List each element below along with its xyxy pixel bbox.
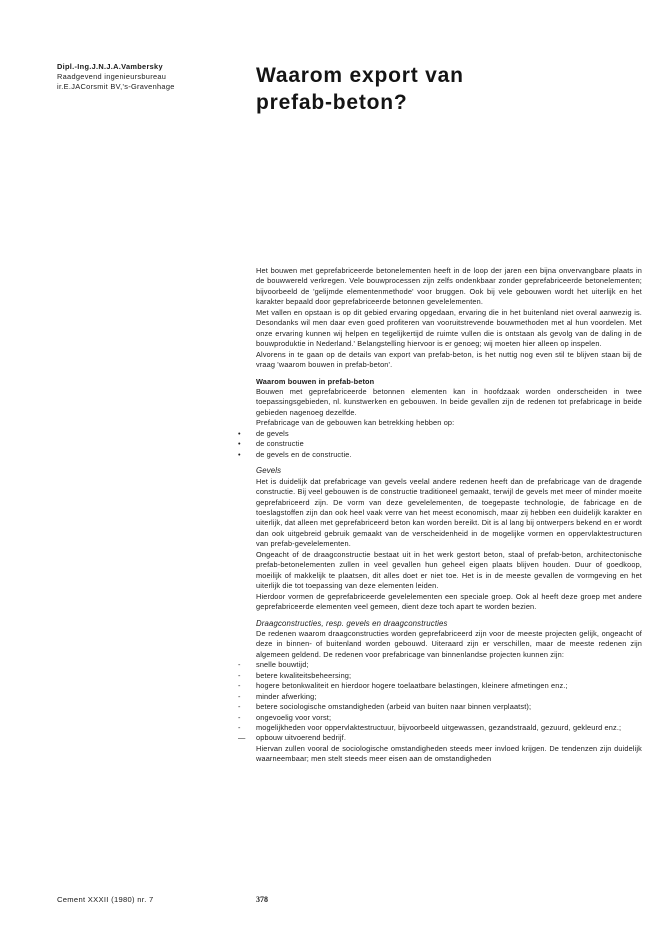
bullet-list: [238, 428, 642, 460]
intro-paragraph: Alvorens in te gaan op de details van export van prefab-beton, is het nuttig nog even stil te blijven staan bij de vraag 'waarom bouwen in prefab-beton'.: [256, 349, 642, 370]
list-item: [238, 681, 642, 691]
section-heading: Gevels: [256, 466, 282, 476]
journal-footer: Cement XXXII (1980) nr. 7: [57, 895, 154, 904]
author-block: [57, 62, 242, 92]
list-item-text: mogelijkheden voor oppervlaktestructuur, bijvoorbeeld uitgewassen, gezandstraald, gezuurd, gekleurd enz.;: [256, 723, 622, 733]
list-item: [238, 723, 642, 733]
list-item-text: opbouw uitvoerend bedrijf.: [256, 733, 347, 743]
dash-icon: -: [238, 723, 241, 733]
author-affiliation: Raadgevend ingenieursbureau: [57, 72, 167, 81]
page-number: 378: [256, 895, 268, 904]
title-line-1: Waarom export van: [256, 64, 464, 87]
paragraph: Prefabricage van de gebouwen kan betrekking hebben op:: [256, 418, 455, 428]
dash-icon: -: [238, 681, 241, 691]
dash-list: [238, 660, 642, 744]
list-item-text: minder afwerking;: [256, 691, 317, 701]
dash-icon: -: [238, 670, 241, 680]
intro-paragraph: Met vallen en opstaan is op dit gebied ervaring opgedaan, ervaring die in het buitenland niet overal aanwezig is. Desondanks wil men daar even goed profiteren van vooruitstrevende bouwmethoden met al hun voordelen. Met onze ervaring kunnen wij helpen en tegelijkertijd de ruimte vullen die is ontstaan als gevolg van de daling in de bouwproduktie in Nederland.' Belangstelling hiervoor is er genoeg; wij moeten hier alleen op inspelen.: [256, 307, 642, 349]
bullet-icon: •: [238, 449, 241, 459]
author-affiliation-2: ir.E.JACorsmit BV,'s-Gravenhage: [57, 82, 175, 91]
paragraph: Hierdoor vormen de geprefabriceerde gevelelementen een speciale groep. Ook al heeft deze groep met andere geprefabriceerde elementen veel gemeen, dient deze toch apart te worden bezien.: [256, 591, 642, 612]
list-item: [238, 670, 642, 681]
section-heading: Draagconstructies, resp. gevels en draagconstructies: [256, 618, 448, 628]
bullet-icon: •: [238, 439, 241, 449]
paragraph: Hiervan zullen vooral de sociologische omstandigheden steeds meer invloed krijgen. De tendenzen zijn duidelijk waarneembaar; men stelt steeds meer eisen aan de omstandigheden: [256, 743, 642, 764]
list-item: [238, 428, 642, 439]
paragraph: De redenen waarom draagconstructies worden geprefabriceerd zijn voor de meeste projecten gelijk, ongeacht of deze in binnen- of buitenland worden gebouwd. Uiteraard zijn er verschillen, maar de meeste redenen zijn algemeen geldend. De redenen voor prefabricage van binnenlandse projecten kunnen zijn:: [256, 628, 642, 659]
list-item-text: de constructie: [256, 439, 304, 449]
list-item: [238, 660, 642, 670]
list-item-text: de gevels: [256, 428, 289, 438]
list-item-text: de gevels en de constructie.: [256, 449, 352, 459]
list-item-text: hogere betonkwaliteit en hierdoor hogere toelaatbare belastingen, kleinere afmetingen enz.;: [256, 681, 568, 691]
list-item-text: ongevoelig voor vorst;: [256, 712, 332, 722]
list-item: [238, 712, 642, 723]
paragraph: Ongeacht of de draagconstructie bestaat uit in het werk gestort beton, staal of prefab-beton, architectonische prefab-betonelementen zullen in veel gevallen hun geheel eigen plaats blijven houden. Duur of goedkoop, moeilijk of makkelijk te plaatsen, dit alles doet er niet toe. Het is in de meeste gevallen de vormgeving en het uiterlijk die tot toepassing van deze elementen leiden.: [256, 549, 642, 591]
list-item: [238, 702, 642, 712]
section-heading: Waarom bouwen in prefab-beton: [256, 376, 375, 386]
intro-paragraph: Het bouwen met geprefabriceerde betonelementen heeft in de loop der jaren een bijna onvervangbare plaats in de bouwwereld verkregen. Vele bouwprocessen zijn zelfs ondenkbaar zonder geprefabriceerde betonelementen; bijvoorbeeld de 'gelijmde elementenmethode' voor bruggen. Ook bij vele gebouwen wordt het uiterlijk en het karakter bepaald door geprefabriceerde betonnen gevelelementen.: [256, 266, 642, 307]
dash-icon: -: [238, 660, 241, 670]
paragraph: Het is duidelijk dat prefabricage van gevels veelal andere redenen heeft dan de prefabricage van de dragende constructie. Bij veel gebouwen is de constructie traditioneel gemaakt, terwijl de gevels met meer of minder moeite geprefabriceerd zijn. De vorm van deze gevelelementen, de toegepaste technologie, de fabricage en de toeslagstoffen zijn dan ook heel vaak verre van het meest economisch, maar zij hebben een duidelijk karakter en uiterlijk, dat alleen met geprefabriceerd beton kan worden bereikt. Dit is al lang bij ontwerpers bekend en er wordt dan ook uitgebreid gebruik gemaakt van de verscheidenheid in de mogelijke vormen en oppervlaktestructuren van prefab-gevelelementen.: [256, 476, 642, 549]
list-item: [238, 691, 642, 702]
list-item-text: betere kwaliteitsbeheersing;: [256, 670, 352, 680]
dash-icon: -: [238, 691, 241, 701]
article-body: [238, 266, 642, 765]
dash-icon: -: [238, 702, 241, 712]
list-item: [238, 449, 642, 460]
list-item: [238, 439, 642, 449]
dash-icon: —: [238, 733, 246, 743]
article-title: [256, 62, 636, 116]
title-line-2: prefab-beton?: [256, 91, 408, 114]
author-name: Dipl.-Ing.J.N.J.A.Vambersky: [57, 62, 163, 71]
paragraph: Bouwen met geprefabriceerde betonnen elementen kan in hoofdzaak worden onderscheiden in twee toepassingsgebieden, nl. kunstwerken en gebouwen. In beide gevallen zijn de redenen tot prefabricage in beide gebieden nagenoeg dezelfde.: [256, 386, 642, 417]
list-item-text: snelle bouwtijd;: [256, 660, 309, 670]
bullet-icon: •: [238, 428, 241, 438]
dash-icon: -: [238, 712, 241, 722]
list-item-text: betere sociologische omstandigheden (arbeid van buiten naar binnen verplaatst);: [256, 702, 532, 712]
list-item: [238, 733, 642, 743]
